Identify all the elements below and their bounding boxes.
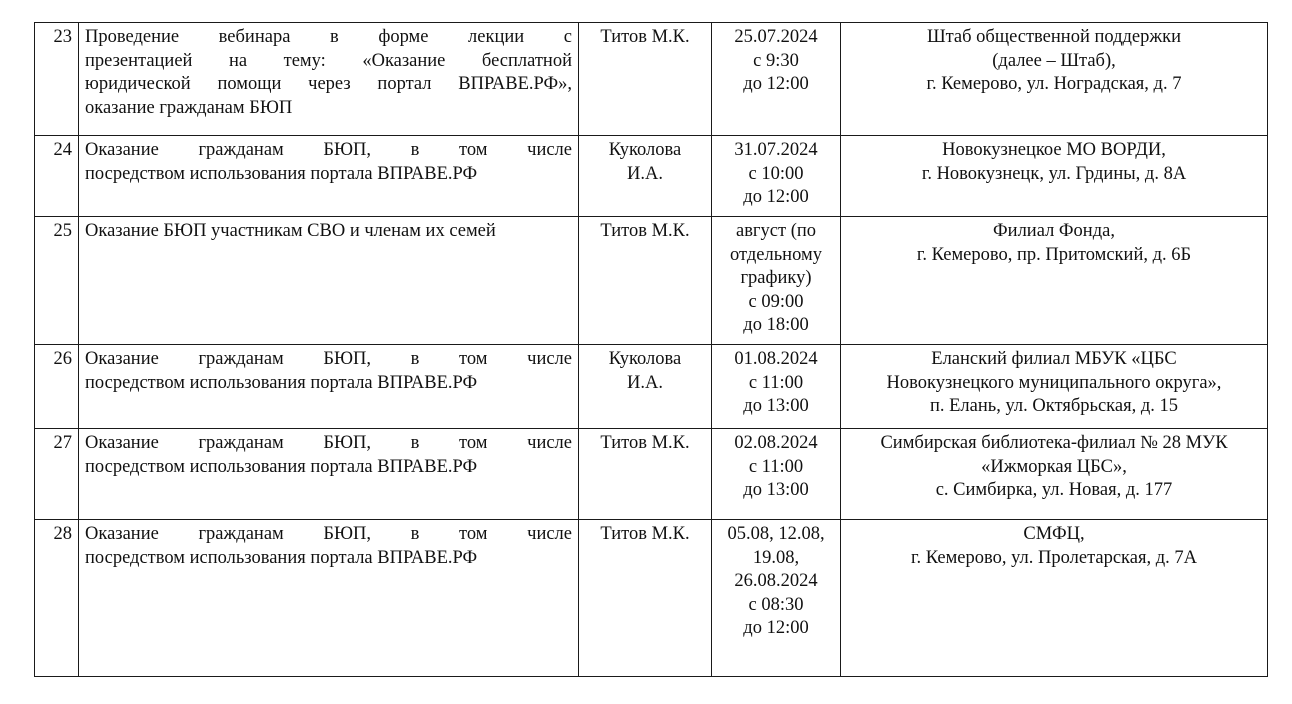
date-line: с 11:00 bbox=[748, 456, 804, 477]
date-line: до 18:00 bbox=[743, 315, 809, 335]
date-line: до 12:00 bbox=[743, 618, 809, 638]
event-date bbox=[712, 23, 841, 136]
responsible-person bbox=[579, 429, 712, 520]
person-line: Титов М.К. bbox=[600, 27, 690, 47]
event-description bbox=[79, 217, 579, 345]
row-number: 28 bbox=[35, 520, 79, 677]
date-line: август (по bbox=[735, 221, 817, 241]
responsible-person bbox=[579, 345, 712, 429]
location-line: с. Симбирка, ул. Новая, д. 177 bbox=[935, 480, 1173, 500]
person-line: Титов М.К. bbox=[600, 221, 690, 241]
responsible-person bbox=[579, 217, 712, 345]
description-line: посредством использования портала ВПРАВЕ.РФ bbox=[85, 372, 478, 393]
table-row bbox=[35, 23, 1268, 136]
description-line: посредством использования портала ВПРАВЕ.РФ bbox=[85, 547, 478, 568]
description-line: посредством использования портала ВПРАВЕ.РФ bbox=[85, 456, 478, 477]
description-line: Оказание гражданам БЮП, в том числе bbox=[85, 524, 572, 544]
location-line: г. Новокузнецк, ул. Грдины, д. 8А bbox=[921, 163, 1187, 184]
row-number: 25 bbox=[35, 217, 79, 345]
responsible-person bbox=[579, 23, 712, 136]
location-line: Новокузнецкого муниципального округа», bbox=[886, 372, 1222, 393]
location-line: Новокузнецкое МО ВОРДИ, bbox=[942, 140, 1166, 160]
date-line: 05.08, 12.08, bbox=[727, 524, 825, 544]
date-line: 02.08.2024 bbox=[734, 433, 818, 453]
description-line: Проведение вебинара в форме лекции с bbox=[85, 27, 572, 47]
date-line: 31.07.2024 bbox=[734, 140, 818, 160]
location-line: СМФЦ, bbox=[1023, 524, 1085, 544]
event-location bbox=[841, 429, 1268, 520]
person-line: Титов М.К. bbox=[600, 524, 690, 544]
row-number: 26 bbox=[35, 345, 79, 429]
location-line: г. Кемерово, ул. Пролетарская, д. 7А bbox=[910, 547, 1198, 568]
location-line: Симбирская библиотека-филиал № 28 МУК bbox=[880, 433, 1228, 453]
event-date bbox=[712, 520, 841, 677]
person-line: Куколова bbox=[608, 349, 682, 369]
date-line: с 10:00 bbox=[748, 163, 804, 184]
location-line: п. Елань, ул. Октябрьская, д. 15 bbox=[929, 396, 1178, 416]
date-line: 25.07.2024 bbox=[734, 27, 818, 47]
date-line: 19.08, bbox=[752, 547, 800, 568]
event-location bbox=[841, 23, 1268, 136]
events-table bbox=[34, 22, 1268, 677]
event-date bbox=[712, 345, 841, 429]
date-line: с 08:30 bbox=[748, 594, 804, 615]
location-line: г. Кемерово, ул. Ноградская, д. 7 bbox=[926, 74, 1182, 94]
date-line: с 9:30 bbox=[753, 50, 799, 71]
person-line: Куколова bbox=[608, 140, 682, 160]
responsible-person bbox=[579, 136, 712, 217]
description-line: оказание гражданам БЮП bbox=[85, 97, 293, 118]
location-line: Еланский филиал МБУК «ЦБС bbox=[931, 349, 1177, 369]
event-description bbox=[79, 23, 579, 136]
event-date bbox=[712, 429, 841, 520]
person-line: И.А. bbox=[627, 163, 663, 184]
date-line: 01.08.2024 bbox=[734, 349, 818, 369]
event-description bbox=[79, 520, 579, 677]
description-line: Оказание гражданам БЮП, в том числе bbox=[85, 433, 572, 453]
date-line: графику) bbox=[740, 268, 812, 288]
location-line: «Ижморкая ЦБС», bbox=[981, 456, 1127, 477]
description-line: Оказание гражданам БЮП, в том числе bbox=[85, 140, 572, 160]
person-line: Титов М.К. bbox=[600, 433, 690, 453]
date-line: с 11:00 bbox=[748, 372, 804, 393]
date-line: до 13:00 bbox=[743, 396, 809, 416]
row-number: 27 bbox=[35, 429, 79, 520]
person-line: И.А. bbox=[627, 372, 663, 393]
date-line: отдельному bbox=[730, 244, 822, 265]
table-row bbox=[35, 345, 1268, 429]
description-line: презентацией на тему: «Оказание бесплатной bbox=[85, 50, 572, 71]
table-row bbox=[35, 217, 1268, 345]
location-line: Филиал Фонда, bbox=[993, 221, 1115, 241]
location-line: (далее – Штаб), bbox=[992, 50, 1116, 71]
event-location bbox=[841, 136, 1268, 217]
table-row bbox=[35, 429, 1268, 520]
date-line: до 12:00 bbox=[743, 187, 809, 207]
responsible-person bbox=[579, 520, 712, 677]
description-line: юридической помощи через портал ВПРАВЕ.РФ», bbox=[85, 74, 572, 94]
event-description bbox=[79, 345, 579, 429]
date-line: до 12:00 bbox=[743, 74, 809, 94]
location-line: Штаб общественной поддержки bbox=[926, 27, 1182, 47]
event-location bbox=[841, 520, 1268, 677]
date-line: 26.08.2024 bbox=[734, 571, 818, 591]
row-number: 23 bbox=[35, 23, 79, 136]
date-line: до 13:00 bbox=[743, 480, 809, 500]
description-line: посредством использования портала ВПРАВЕ.РФ bbox=[85, 163, 478, 184]
location-line: г. Кемерово, пр. Притомский, д. 6Б bbox=[916, 244, 1192, 265]
event-location bbox=[841, 345, 1268, 429]
description-line: Оказание БЮП участникам СВО и членам их семей bbox=[85, 221, 496, 241]
event-description bbox=[79, 136, 579, 217]
table-row bbox=[35, 520, 1268, 677]
date-line: с 09:00 bbox=[748, 291, 804, 312]
event-date bbox=[712, 217, 841, 345]
event-description bbox=[79, 429, 579, 520]
event-date bbox=[712, 136, 841, 217]
event-location bbox=[841, 217, 1268, 345]
table-row bbox=[35, 136, 1268, 217]
description-line: Оказание гражданам БЮП, в том числе bbox=[85, 349, 572, 369]
row-number: 24 bbox=[35, 136, 79, 217]
